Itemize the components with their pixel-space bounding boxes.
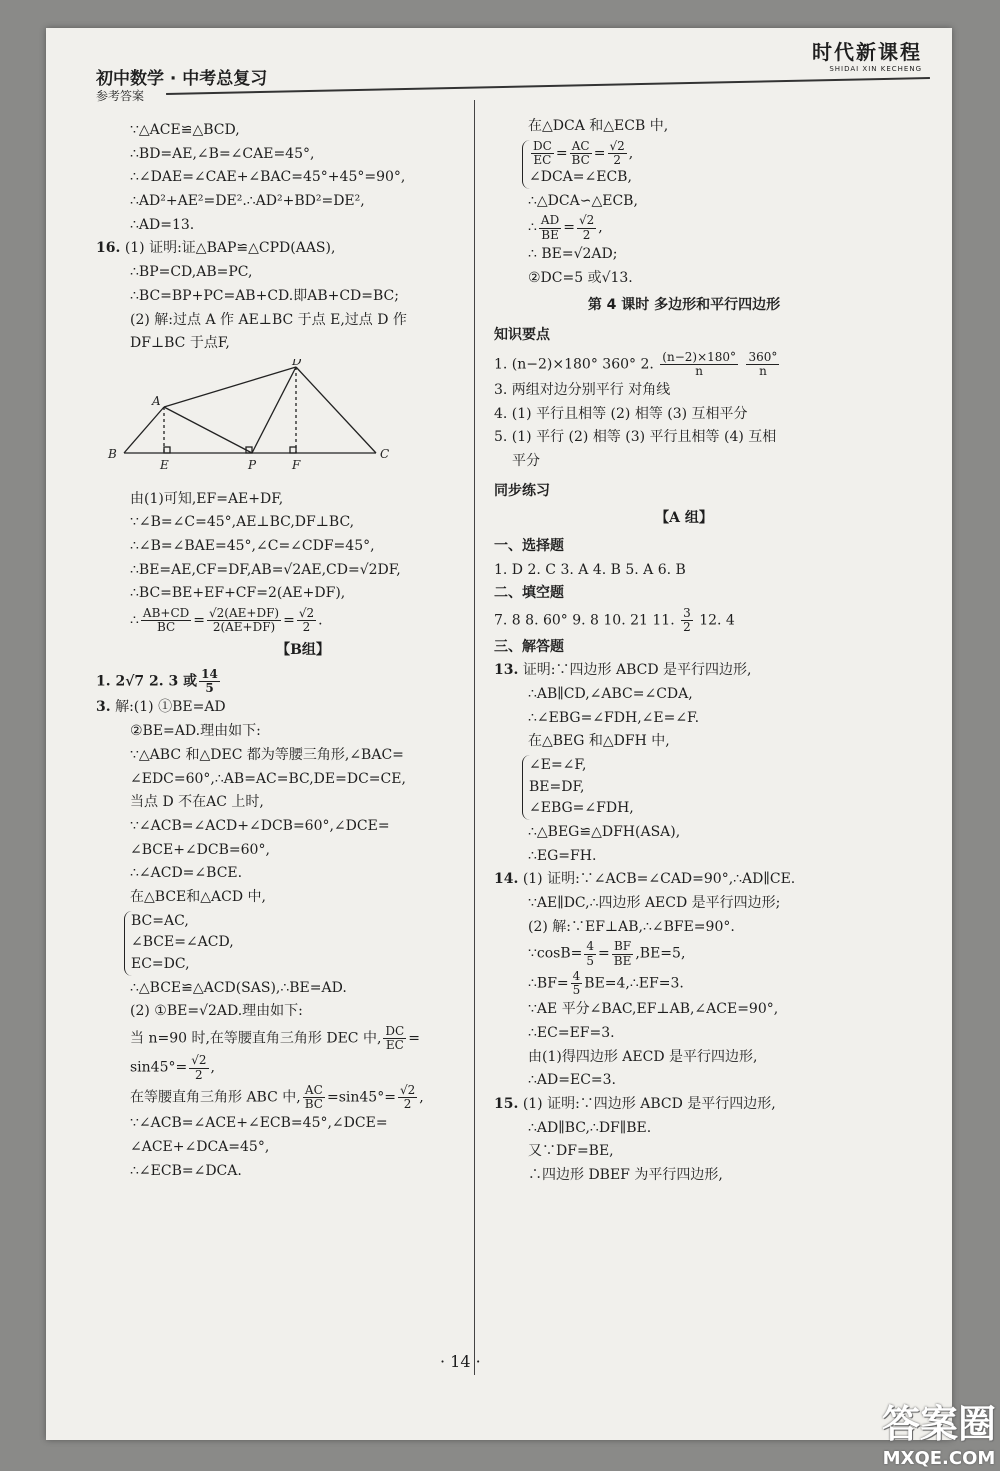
formula-line: ∴ $\frac{AB+CD}{BC}$ = $\frac{√2(AE+DF)}{2(AE+DF)}$ = $\frac{√2}{2}$ . <box>130 606 323 635</box>
label-e: E <box>160 457 169 472</box>
text-line: (1) 证明:∵∠ACB=∠CAD=90°,∴AD∥CE. <box>522 871 796 888</box>
label-p: P <box>248 457 257 472</box>
section-subtitle: 参考答案 <box>96 89 145 103</box>
text-line: ∴△BCE≌△ACD(SAS),∴BE=AD. <box>130 979 347 996</box>
formula-line: ∵cosB= $\frac{4}{5}$ = $\frac{BF}{BE}$ ,BE=5, <box>528 939 686 968</box>
answer-line: 4. (1) 平行且相等 (2) 相等 (3) 互相平分 <box>494 405 748 422</box>
segment-pd <box>252 367 296 453</box>
text-line: 证明:∵四边形 ABCD 是平行四边形, <box>522 662 752 679</box>
text-line: ∵△ACE≌△BCD, <box>130 122 240 138</box>
left-column <box>96 118 510 1184</box>
text-line: 在△BEG 和△DFH 中, <box>528 733 670 750</box>
geometry-figure <box>100 359 400 479</box>
text-line: ∴BE=AE,CF=DF,AB=√2AE,CD=√2DF, <box>130 561 401 578</box>
right-angle-mark <box>290 447 296 453</box>
brand-name: 时代新课程 <box>812 40 922 64</box>
subsection-heading: 一、选择题 <box>494 538 564 555</box>
text-line: ∴∠EBG=∠FDH,∠E=∠F. <box>528 709 700 726</box>
equation-system: BC=AC, ∠BCE=∠ACD, EC=DC, <box>124 911 510 976</box>
text-line: ∴AD²+AE²=DE².∴AD²+BD²=DE², <box>130 193 365 210</box>
group-heading-b: 【B组】 <box>276 642 330 659</box>
watermark-logo <box>882 1393 996 1469</box>
text-line: ∵AE 平分∠BAC,EF⊥AB,∠ACE=90°, <box>528 1001 779 1018</box>
text-line: ∴四边形 DBEF 为平行四边形, <box>528 1167 723 1183</box>
formula-line: ∴BF= $\frac{4}{5}$ BE=4,∴EF=3. <box>528 968 684 997</box>
equation-system: $\frac{DC}{EC}$ = $\frac{AC}{BC}$ = $\frac{√2}{2}$ , ∠DCA=∠ECB, <box>522 140 874 189</box>
formula-line: ∴ $\frac{AD}{BE}$ = $\frac{√2}{2}$ , <box>528 213 603 242</box>
text-line: ∴BC=BP+PC=AB+CD.即AB+CD=BC; <box>130 287 399 304</box>
label-f: F <box>292 457 301 472</box>
section-heading: 知识要点 <box>494 326 550 343</box>
text-line: ∴∠ECB=∠DCA. <box>130 1162 242 1179</box>
text-line: ∴ BE=√2AD; <box>528 245 618 262</box>
answer-line: 1. D 2. C 3. A 4. B 5. A 6. B <box>494 561 686 578</box>
question-number: 14. <box>494 871 519 888</box>
text-line: (2) 解:过点 A 作 AE⊥BC 于点 E,过点 D 作 <box>130 311 407 328</box>
text-line: ∴BC=BE+EF+CF=2(AE+DF), <box>130 585 346 602</box>
label-d: D <box>292 358 302 368</box>
text-line: 由(1)可知,EF=AE+DF, <box>130 490 284 507</box>
formula-line: 当 n=90 时,在等腰直角三角形 DEC 中, $\frac{DC}{EC}$ = <box>130 1024 420 1053</box>
book-title: 初中数学 · 中考总复习 <box>96 69 268 89</box>
right-angle-mark <box>164 447 170 453</box>
question-number: 16. <box>96 240 121 257</box>
label-c: C <box>380 446 390 461</box>
text-line: ∵∠ACB=∠ACD+∠DCB=60°,∠DCE= <box>130 817 390 834</box>
text-line: ∴△BEG≌△DFH(ASA), <box>528 824 681 840</box>
text-line: ②DC=5 或√13. <box>528 269 633 286</box>
text-line: ∠ACE+∠DCA=45°, <box>130 1138 270 1155</box>
lesson-title: 第 4 课时 多边形和平行四边形 <box>587 297 781 314</box>
text-line: DF⊥BC 于点F, <box>130 335 230 352</box>
text-line: (2) ①BE=√2AD.理由如下: <box>130 1003 303 1020</box>
text-line: 解:(1) ①BE=AD <box>115 699 226 716</box>
watermark-text: 答案圈 <box>881 1402 996 1446</box>
answer-line: 1. (n−2)×180° 360° 2. $\frac{(n-2)\times 180^\circ}{n}$ $\frac{360^\circ}{n}$ <box>494 349 778 378</box>
answer-line: 5. (1) 平行 (2) 相等 (3) 平行且相等 (4) 互相 <box>494 429 777 446</box>
text-line: ∵∠ACB=∠ACE+∠ECB=45°,∠DCE= <box>130 1115 388 1132</box>
section-heading: 同步练习 <box>494 482 550 499</box>
text-line: 由(1)得四边形 AECD 是平行四边形, <box>528 1048 758 1065</box>
text-line: 在△BCE和△ACD 中, <box>130 888 266 905</box>
header-rule <box>166 77 930 95</box>
text-line: ∴AB∥CD,∠ABC=∠CDA, <box>528 685 693 702</box>
text-line: ∴AD=EC=3. <box>528 1072 616 1089</box>
group-heading-a: 【A 组】 <box>655 510 713 527</box>
text-line: ∴BD=AE,∠B=∠CAE=45°, <box>130 145 315 162</box>
formula-line: sin45°= $\frac{√2}{2}$ , <box>130 1053 215 1082</box>
text-line: ∴EC=EF=3. <box>528 1024 615 1041</box>
text-line: ∠BCE+∠DCB=60°, <box>130 841 270 858</box>
text-line: 当点 D 不在AC 上时, <box>130 794 264 811</box>
question-number: 13. <box>494 662 519 679</box>
segment-ap <box>164 407 252 453</box>
answer-line: 平分 <box>512 453 540 469</box>
label-a: A <box>152 393 161 408</box>
text-line: ∴∠DAE=∠CAE+∠BAC=45°+45°=90°, <box>130 169 406 186</box>
text-line: ∠EDC=60°,∴AB=AC=BC,DE=DC=CE, <box>130 770 406 787</box>
text-line: 又∵DF=BE, <box>528 1143 614 1160</box>
equation-system: ∠E=∠F, BE=DF, ∠EBG=∠FDH, <box>522 755 874 820</box>
segment-ab <box>124 407 164 453</box>
brand-pinyin: SHIDAI XIN KECHENG <box>829 65 922 73</box>
formula-line: 在等腰直角三角形 ABC 中, $\frac{AC}{BC}$ =sin45°= $\frac{√2}{2}$ , <box>130 1082 424 1111</box>
label-b: B <box>108 446 117 461</box>
question-number: 15. <box>494 1095 519 1112</box>
text-line: (1) 证明:证△BAP≌△CPD(AAS), <box>124 240 336 257</box>
text-line: ∴△DCA∽△ECB, <box>528 192 638 209</box>
right-column <box>494 114 874 1189</box>
text-line: ∵AE∥DC,∴四边形 AECD 是平行四边形; <box>528 895 781 912</box>
text-line: ∴∠B=∠BAE=45°,∠C=∠CDF=45°, <box>130 537 375 554</box>
text-line: ∵△ABC 和△DEC 都为等腰三角形,∠BAC= <box>130 746 404 763</box>
text-line: 在△DCA 和△ECB 中, <box>528 118 669 134</box>
page-number: · 14 · <box>440 1352 481 1371</box>
subsection-heading: 二、填空题 <box>494 585 564 602</box>
text-line: (1) 证明:∵四边形 ABCD 是平行四边形, <box>522 1095 776 1112</box>
text-line: (2) 解:∵EF⊥AB,∴∠BFE=90°. <box>528 918 735 935</box>
text-line: ②BE=AD.理由如下: <box>130 723 261 740</box>
text-line: ∴∠ACD=∠BCE. <box>130 865 243 882</box>
text-line: ∵∠B=∠C=45°,AE⊥BC,DF⊥BC, <box>130 514 355 531</box>
text-line: ∴AD∥BC,∴DF∥BE. <box>528 1119 652 1136</box>
answer-line: 7. 8 8. 60° 9. 8 10. 21 11. $\frac{3}{2}$ 12. 4 <box>494 606 735 635</box>
answer-line: 3. 两组对边分别平行 对角线 <box>494 381 671 398</box>
text-line: ∴AD=13. <box>130 216 195 233</box>
brand-logo <box>812 36 922 73</box>
segment-dc <box>296 367 376 453</box>
text-line: ∴EG=FH. <box>528 847 597 864</box>
watermark-url: MXQE.COM <box>882 1448 996 1469</box>
subsection-heading: 三、解答题 <box>494 638 564 655</box>
segment-ad <box>164 367 296 407</box>
text-line: ∴BP=CD,AB=PC, <box>130 264 253 281</box>
question-number: 3. <box>96 699 111 716</box>
answer-line: 1. 2√7 2. 3 或 $\frac{14}{5}$ <box>96 667 218 696</box>
